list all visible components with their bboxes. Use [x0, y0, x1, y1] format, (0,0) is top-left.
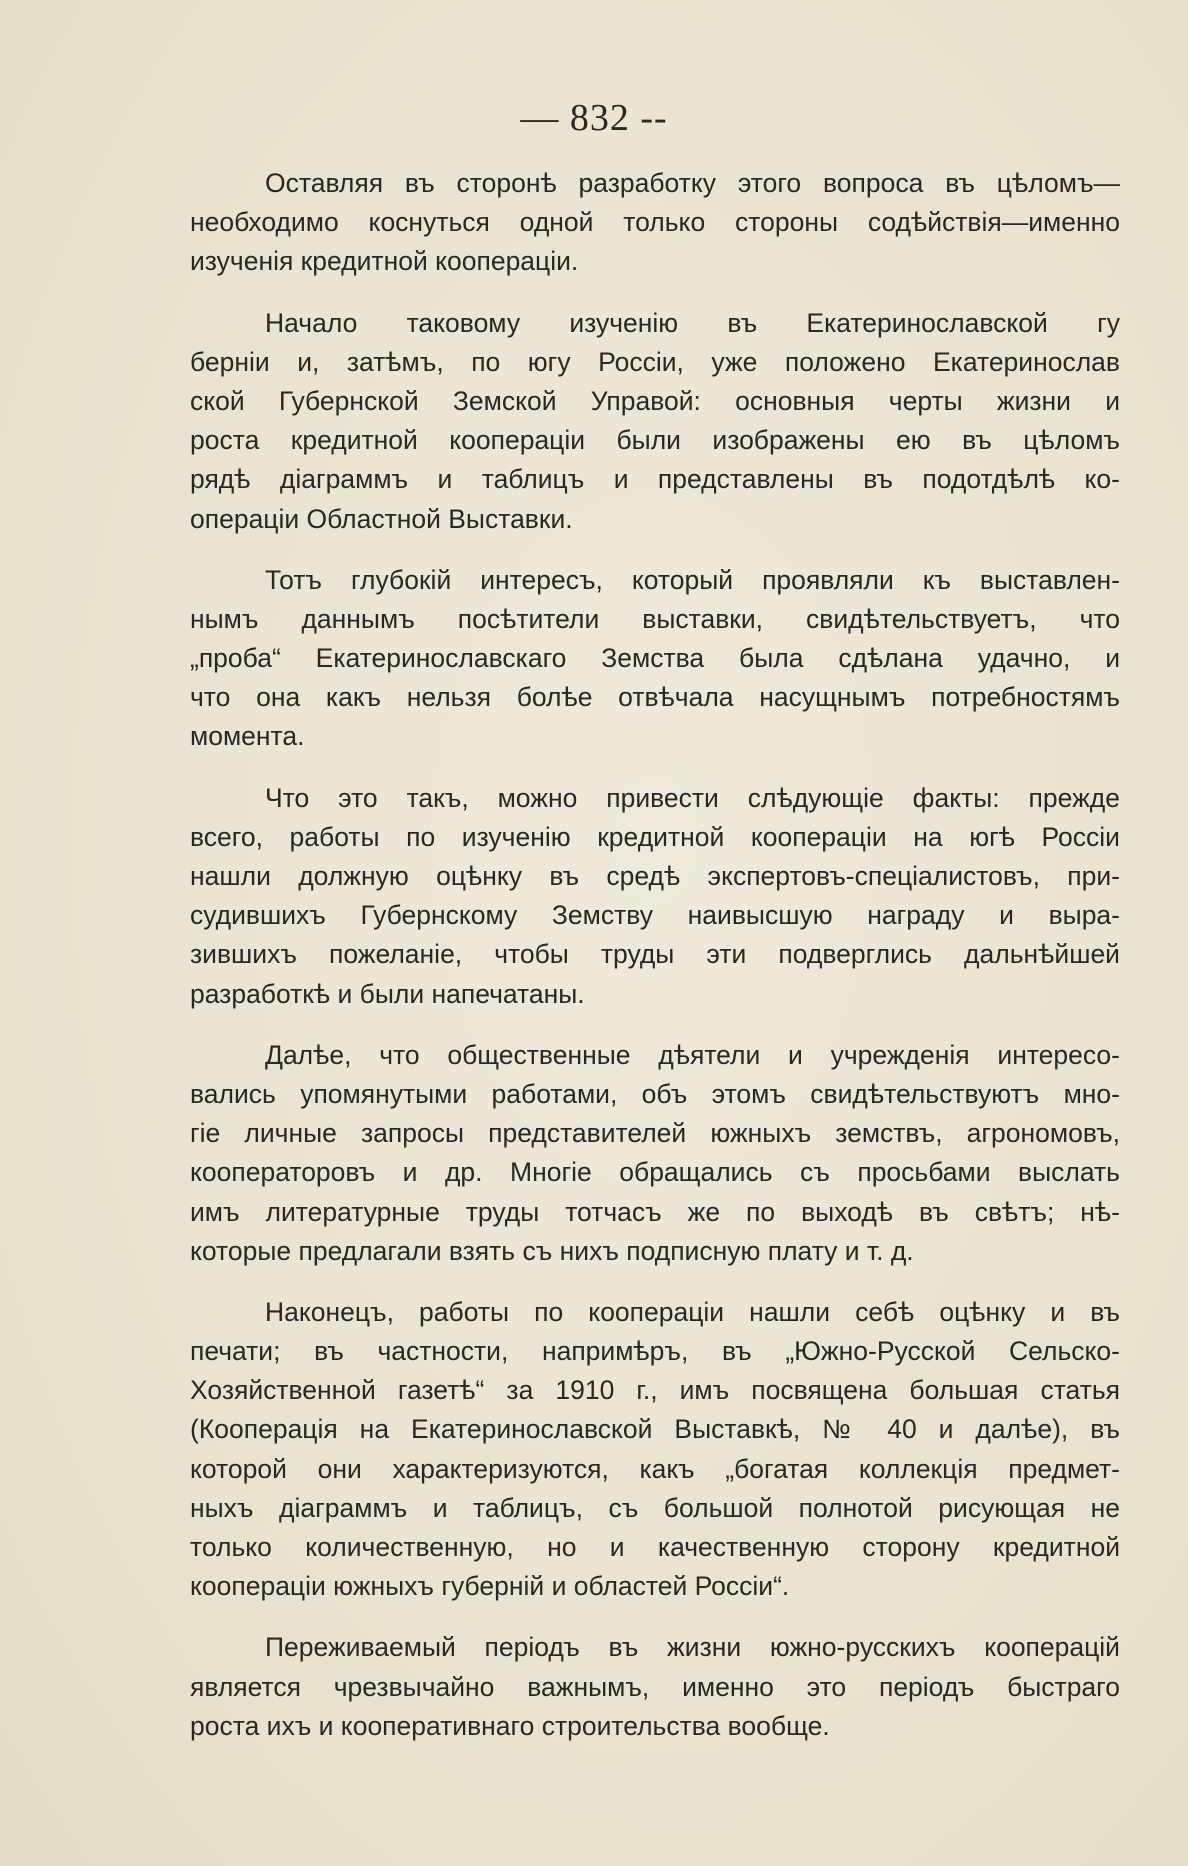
- paragraph-7: [190, 1628, 1120, 1746]
- paragraph-3: [190, 561, 1120, 757]
- text-line: берніи и, затѣмъ, по югу Россіи, уже положено Екатеринослав: [190, 346, 1120, 377]
- text-line: которые предлагали взять съ нихъ подписную плату и т. д.: [190, 1235, 914, 1266]
- text-line: ской Губернской Земской Управой: основныя черты жизни и: [190, 385, 1120, 416]
- text-line: является чрезвычайно важнымъ, именно это періодъ быстраго: [190, 1671, 1120, 1702]
- text-line: кооператоровъ и др. Многіе обращались съ просьбами выслать: [190, 1157, 1120, 1188]
- text-line: „проба“ Екатеринославскаго Земства была сдѣлана удачно, и: [190, 643, 1120, 674]
- text-line: роста ихъ и кооперативнаго строительства вообще.: [190, 1710, 830, 1741]
- paragraph-5: [190, 1036, 1120, 1271]
- paragraph-6: [190, 1293, 1120, 1607]
- text-line: которой они характеризуются, какъ „богатая коллекція предмет-: [190, 1453, 1120, 1484]
- text-line: ныхъ діаграммъ и таблицъ, съ большой полнотой рисующая не: [190, 1492, 1120, 1523]
- text-line: вались упомянутыми работами, объ этомъ свидѣтельствуютъ мно-: [190, 1078, 1120, 1109]
- paragraph-1: [190, 164, 1120, 282]
- text-line: Далѣе, что общественные дѣятели и учрежденія интересо-: [265, 1039, 1120, 1070]
- text-line: Тотъ глубокій интересъ, который проявляли къ выставлен-: [265, 564, 1120, 595]
- text-line: печати; въ частности, напримѣръ, въ „Южно-Русской Сельско-: [190, 1336, 1120, 1367]
- text-line: Переживаемый періодъ въ жизни южно-русскихъ кооперацій: [265, 1632, 1120, 1663]
- text-line: Наконецъ, работы по коопераціи нашли себѣ оцѣнку и въ: [265, 1296, 1120, 1327]
- text-line: Хозяйственной газетѣ“ за 1910 г., имъ посвящена большая статья: [190, 1375, 1120, 1406]
- text-line: судившихъ Губернскому Земству наивысшую награду и выра-: [190, 900, 1120, 931]
- text-line: (Кооперація на Екатеринославской Выставкѣ, № 40 и далѣе), въ: [190, 1414, 1120, 1445]
- text-line: имъ литературные труды тотчасъ же по выходѣ въ свѣтъ; нѣ-: [190, 1196, 1120, 1227]
- text-line: рядѣ діаграммъ и таблицъ и представлены въ подотдѣлѣ ко-: [190, 464, 1120, 495]
- text-line: что она какъ нельзя болѣе отвѣчала насущнымъ потребностямъ: [190, 682, 1120, 713]
- page-number: — 832 --: [520, 97, 668, 139]
- paragraph-2: [190, 304, 1120, 539]
- text-line: роста кредитной коопераціи были изображены ею въ цѣломъ: [190, 425, 1120, 456]
- text-line: гіе личные запросы представителей южныхъ земствъ, агрономовъ,: [190, 1118, 1120, 1149]
- text-line: необходимо коснуться одной только стороны содѣйствія—именно: [190, 207, 1120, 238]
- text-line: изученія кредитной коопераціи.: [190, 246, 579, 277]
- text-line: Что это такъ, можно привести слѣдующіе факты: прежде: [265, 782, 1120, 813]
- text-line: всего, работы по изученію кредитной коопераціи на югѣ Россіи: [190, 821, 1120, 852]
- paragraph-4: [190, 779, 1120, 1014]
- text-line: момента.: [190, 721, 305, 752]
- text-line: Начало таковому изученію въ Екатеринославской гу: [265, 307, 1120, 338]
- text-line: только количественную, но и качественную сторону кредитной: [190, 1532, 1120, 1562]
- text-line: операціи Областной Выставки.: [190, 503, 573, 534]
- text-line: нымъ даннымъ посѣтители выставки, свидѣтельствуетъ, что: [190, 603, 1120, 634]
- text-line: разработкѣ и были напечатаны.: [190, 978, 585, 1009]
- text-line: Оставляя въ сторонѣ разработку этого вопроса въ цѣломъ—: [265, 168, 1120, 198]
- body-text: [190, 164, 1120, 1768]
- text-line: коопераціи южныхъ губерній и областей Россіи“.: [190, 1571, 790, 1602]
- text-line: нашли должную оцѣнку въ средѣ экспертовъ-спеціалистовъ, при-: [190, 861, 1120, 891]
- text-line: зившихъ пожеланіе, чтобы труды эти подверглись дальнѣйшей: [190, 939, 1120, 970]
